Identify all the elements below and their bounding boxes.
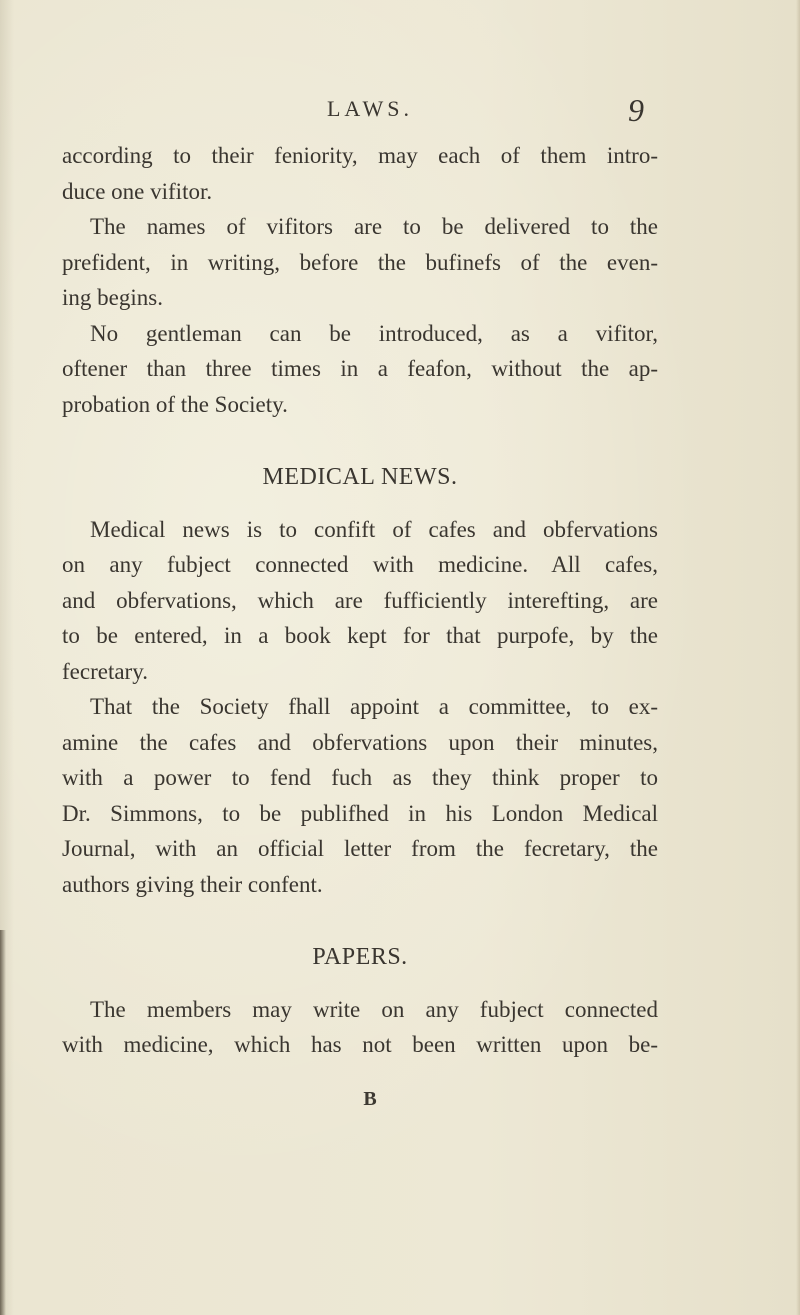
text-line: probation of the Society. [62,391,288,417]
text-line: No gentleman can be introduced, as a vifitor, [90,320,658,346]
text-line: amine the cafes and obfervations upon their minutes, [62,729,658,755]
text-line: with a power to fend fuch as they think proper to [62,765,658,790]
text-line: That the Society fhall appoint a committee, to ex- [90,694,658,719]
text-line: and obfervations, which are fufficiently interefting, are [62,587,658,613]
text-line: oftener than three times in a feafon, without the ap- [62,356,658,381]
paragraph [62,209,658,316]
text-line: on any fubject connected with medicine. All cafes, [62,552,658,577]
text-line: authors giving their confent. [62,871,323,897]
paragraph [62,689,658,902]
text-line: The members may write on any fubject connected [90,996,658,1022]
text-line: according to their feniority, may each of them intro- [62,143,658,168]
text-line: Dr. Simmons, to be publifhed in his London Medical [62,800,658,826]
running-head [0,92,800,132]
section-heading: MEDICAL NEWS. [262,464,458,490]
running-title: LAWS. [326,96,414,121]
paragraph [62,512,658,690]
text-line: duce one vifitor. [62,178,213,204]
text-line: Journal, with an official letter from the fecretary, the [62,836,658,861]
text-line: The names of vifitors are to be delivered to the [90,214,658,239]
page-edge-right [796,0,800,1315]
spacer [62,902,658,940]
spacer [62,496,658,512]
spacer [62,422,658,460]
page-edge-shadow [0,930,6,1315]
section-heading: PAPERS. [312,944,408,970]
paragraph [62,992,658,1063]
text-line: ing begins. [62,285,163,310]
text-line: to be entered, in a book kept for that purpofe, by the [62,623,658,648]
text-line: fecretary. [62,658,148,684]
body-text [62,138,658,1063]
text-line: Medical news is to confift of cafes and obfervations [90,516,658,542]
text-line: prefident, in writing, before the bufinefs of the even- [62,249,658,275]
page-number: 9 [628,92,644,128]
paragraph [62,138,658,209]
signature-mark: B [363,1088,377,1110]
text-line: with medicine, which has not been written upon be- [62,1032,658,1057]
paragraph [62,316,658,423]
spacer [62,976,658,992]
